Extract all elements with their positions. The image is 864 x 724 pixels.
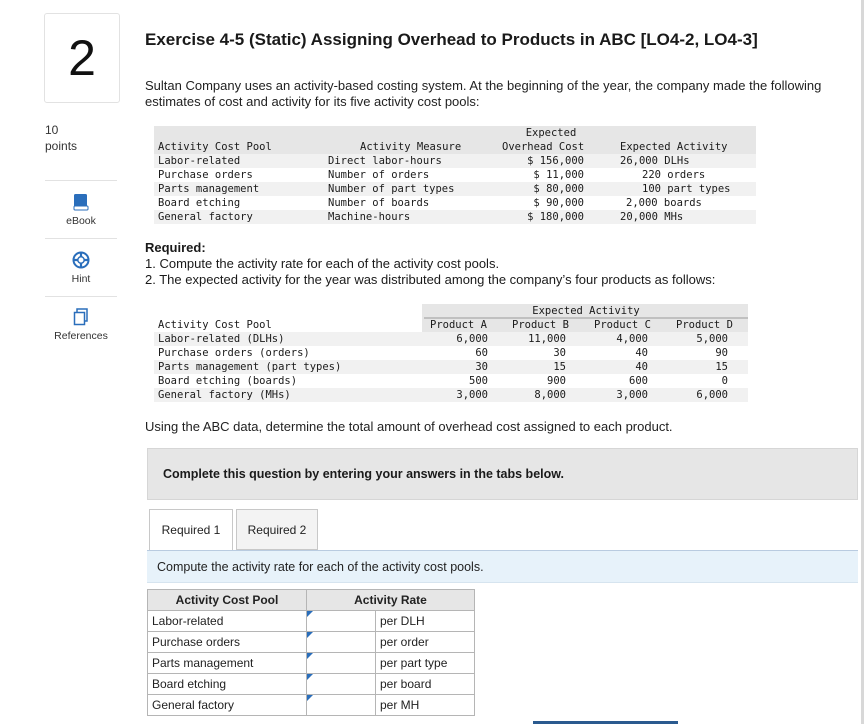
header-activity-cost-pool: Activity Cost Pool [148,590,307,611]
labor-related-rate-cell[interactable] [307,611,376,632]
table-cell: 2,000 boards [626,197,702,209]
required-heading: Required: [145,240,206,255]
pool-label: General factory [148,695,307,716]
header-activity-cost-pool: Activity Cost Pool [158,141,272,153]
table-row [148,653,475,674]
table-cell: General factory (MHs) [158,389,291,401]
table-cell: 11,000 [528,333,566,345]
expected-activity-group-header: Expected Activity [532,305,640,317]
points-value: 10 [45,123,59,137]
input-marker-icon [307,611,313,617]
tab-required-2-label: Required 2 [247,522,307,537]
unit-label: per DLH [376,611,475,632]
table-cell: 0 [721,375,728,387]
header-product-a: Product A [430,319,487,331]
table-cell: 15 [715,361,728,373]
product-activity-table [154,304,748,404]
points-indicator [45,122,77,154]
table-cell: 500 [469,375,488,387]
parts-management-rate-input[interactable] [307,653,375,673]
table-cell: 220 orders [642,169,706,181]
table-cell: 4,000 [616,333,648,345]
required-item-2: 2. The expected activity for the year was distributed among the company’s four products as follows: [145,272,716,287]
header-activity-measure: Activity Measure [360,141,462,153]
header-product-b: Product B [512,319,569,331]
tab-required-2[interactable] [236,509,318,550]
table-cell: $ 180,000 [527,211,584,223]
table-cell: $ 11,000 [533,169,584,181]
table-cell: Parts management (part types) [158,361,342,373]
book-icon [73,193,89,211]
table-cell: $ 90,000 [533,197,584,209]
general-factory-rate-input[interactable] [307,695,375,715]
tab-panel-text: Compute the activity rate for each of the activity cost pools. [157,559,484,574]
complete-question-banner [147,448,858,500]
required-item-1: 1. Compute the activity rate for each of the activity cost pools. [145,256,500,271]
references-icon [73,308,89,326]
header-product-d: Product D [676,319,733,331]
table-row [148,611,475,632]
table-cell: 60 [475,347,488,359]
header-activity-cost-pool: Activity Cost Pool [158,319,272,331]
table-cell: 6,000 [696,389,728,401]
references-button[interactable] [45,296,117,353]
pool-label: Board etching [148,674,307,695]
input-marker-icon [307,695,313,701]
header-overhead-cost: Overhead Cost [502,141,585,153]
header-product-c: Product C [594,319,651,331]
input-marker-icon [307,632,313,638]
table-cell: 900 [547,375,566,387]
table-cell: Number of part types [328,183,455,195]
general-factory-rate-cell[interactable] [307,695,376,716]
table-cell: $ 156,000 [527,155,584,167]
table-cell: 30 [553,347,566,359]
table-cell: 15 [553,361,566,373]
hint-label: Hint [71,273,91,285]
references-label: References [54,330,108,342]
lifebuoy-icon [72,251,90,269]
table-cell: Purchase orders (orders) [158,347,310,359]
table-cell: $ 80,000 [533,183,584,195]
table-cell: 40 [635,347,648,359]
table-cell: 3,000 [456,389,488,401]
header-expected-line1: Expected [525,127,577,139]
header-activity-rate: Activity Rate [307,590,475,611]
table-cell: 600 [629,375,648,387]
labor-related-rate-input[interactable] [307,611,375,631]
complete-question-text: Complete this question by entering your answers in the tabs below. [163,467,564,481]
table-cell: Board etching [158,197,241,209]
table-cell: Parts management [158,183,260,195]
tab-required-1-label: Required 1 [161,523,221,537]
table-cell: Board etching (boards) [158,375,298,387]
table-cell: 20,000 MHs [620,211,684,223]
unit-label: per part type [376,653,475,674]
tab-required-1[interactable] [149,509,233,550]
input-marker-icon [307,674,313,680]
table-cell: Machine-hours [328,211,411,223]
table-row [148,695,475,716]
parts-management-rate-cell[interactable] [307,653,376,674]
required-section [145,240,715,288]
table-cell: Direct labor-hours [328,155,442,167]
table-row [148,632,475,653]
input-marker-icon [307,653,313,659]
tab-panel-instruction [147,550,858,583]
table-cell: 90 [715,347,728,359]
purchase-orders-rate-input[interactable] [307,632,375,652]
table-cell: 30 [475,361,488,373]
ebook-button[interactable] [45,180,117,239]
pool-label: Purchase orders [148,632,307,653]
table-cell: 8,000 [534,389,566,401]
pool-label: Parts management [148,653,307,674]
table-cell: 26,000 DLHs [620,155,690,167]
board-etching-rate-cell[interactable] [307,674,376,695]
hint-button[interactable] [45,238,117,297]
table-cell: 40 [635,361,648,373]
exercise-title: Exercise 4-5 (Static) Assigning Overhead to Products in ABC [LO4-2, LO4-3] [145,30,758,49]
table-cell: Number of boards [328,197,430,209]
purchase-orders-rate-cell[interactable] [307,632,376,653]
exercise-intro: Sultan Company uses an activity-based costing system. At the beginning of the year, the company made the following estimates of cost and activity for its five activity cost pools: [145,78,822,109]
using-abc-instruction: Using the ABC data, determine the total amount of overhead cost assigned to each product. [145,419,673,434]
cost-pools-table [154,126,756,224]
table-cell: Labor-related [158,155,241,167]
table-cell: 6,000 [456,333,488,345]
activity-rate-answer-table [147,589,475,716]
unit-label: per board [376,674,475,695]
table-cell: Labor-related (DLHs) [158,333,285,345]
header-expected-activity: Expected Activity [620,141,728,153]
pool-label: Labor-related [148,611,307,632]
table-cell: Number of orders [328,169,430,181]
board-etching-rate-input[interactable] [307,674,375,694]
table-cell: Purchase orders [158,169,253,181]
ebook-label: eBook [66,215,96,227]
unit-label: per order [376,632,475,653]
table-row [148,674,475,695]
table-cell: 100 part types [642,183,731,195]
table-cell: 5,000 [696,333,728,345]
table-cell: 3,000 [616,389,648,401]
unit-label: per MH [376,695,475,716]
table-cell: General factory [158,211,253,223]
question-number: 2 [44,13,120,103]
points-label: points [45,139,78,153]
